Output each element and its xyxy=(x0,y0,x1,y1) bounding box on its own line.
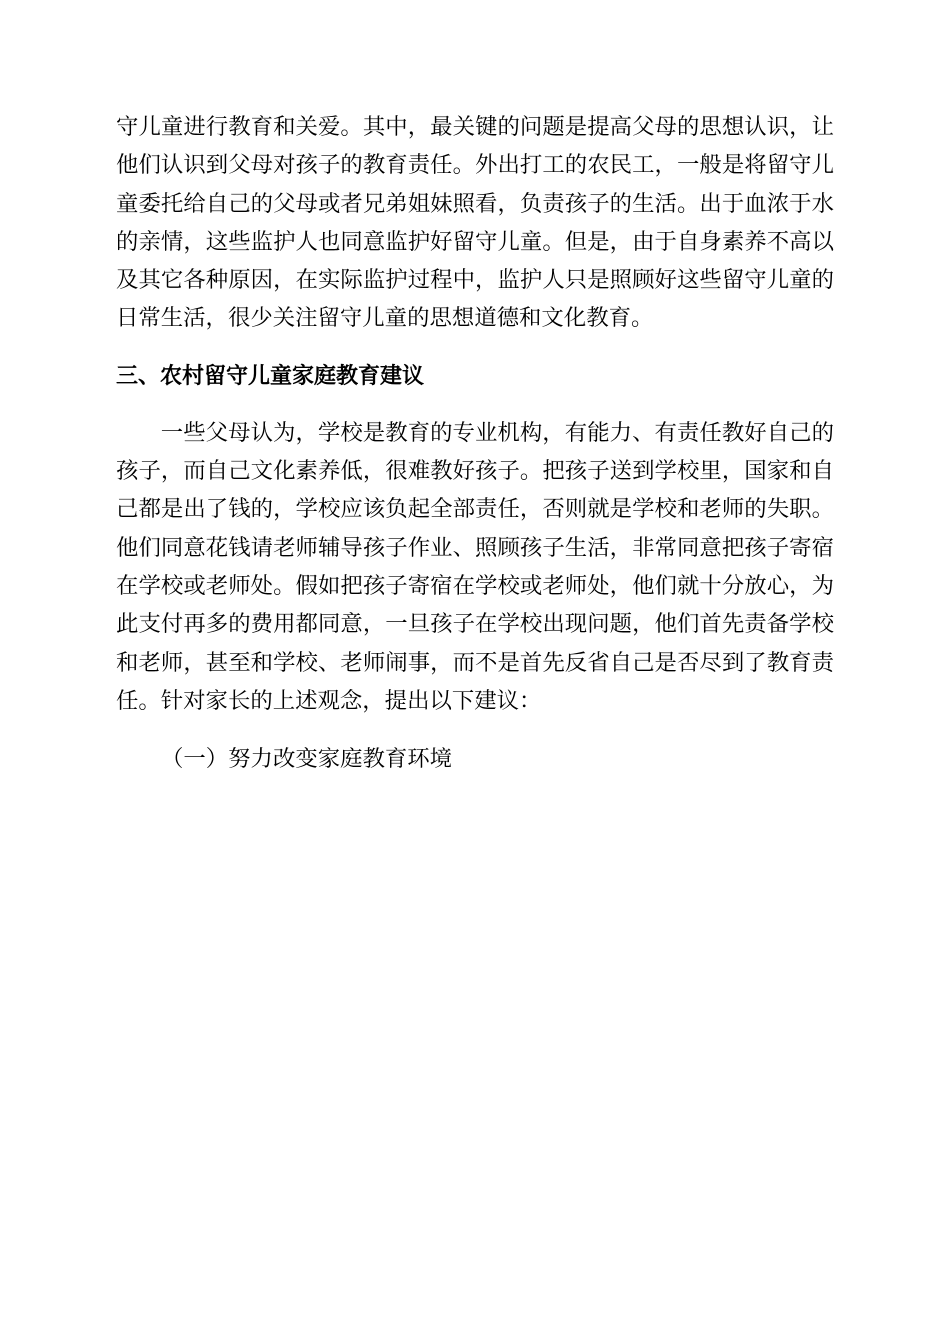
section-heading: 三、农村留守儿童家庭教育建议 xyxy=(116,363,425,389)
section-paragraph: 一些父母认为，学校是教育的专业机构，有能力、有责任教好自己的孩子，而自己文化素养低，很难教好孩子。把孩子送到学校里，国家和自己都是出了钱的，学校应该负起全部责任，否则就是学校和老师的失职。他们同意花钱请老师辅导孩子作业、照顾孩子生活，非常同意把孩子寄宿在学校或老师处。假如把孩子寄宿在学校或老师处，他们就十分放心，为此支付再多的费用都同意，一旦孩子在学校出现问题，他们首先责备学校和老师，甚至和学校、老师闹事，而不是首先反省自己是否尽到了教育责任。针对家长的上述观念，提出以下建议： xyxy=(116,419,834,714)
subsection-heading: （一）努力改变家庭教育环境 xyxy=(161,746,453,773)
document-body xyxy=(116,108,834,778)
continued-paragraph: 守儿童进行教育和关爱。其中，最关键的问题是提高父母的思想认识，让他们认识到父母对孩子的教育责任。外出打工的农民工，一般是将留守儿童委托给自己的父母或者兄弟姐妹照看，负责孩子的生活。出于血浓于水的亲情，这些监护人也同意监护好留守儿童。但是，由于自身素养不高以及其它各种原因，在实际监护过程中，监护人只是照顾好这些留守儿童的日常生活，很少关注留守儿童的思想道德和文化教育。 xyxy=(116,114,834,332)
